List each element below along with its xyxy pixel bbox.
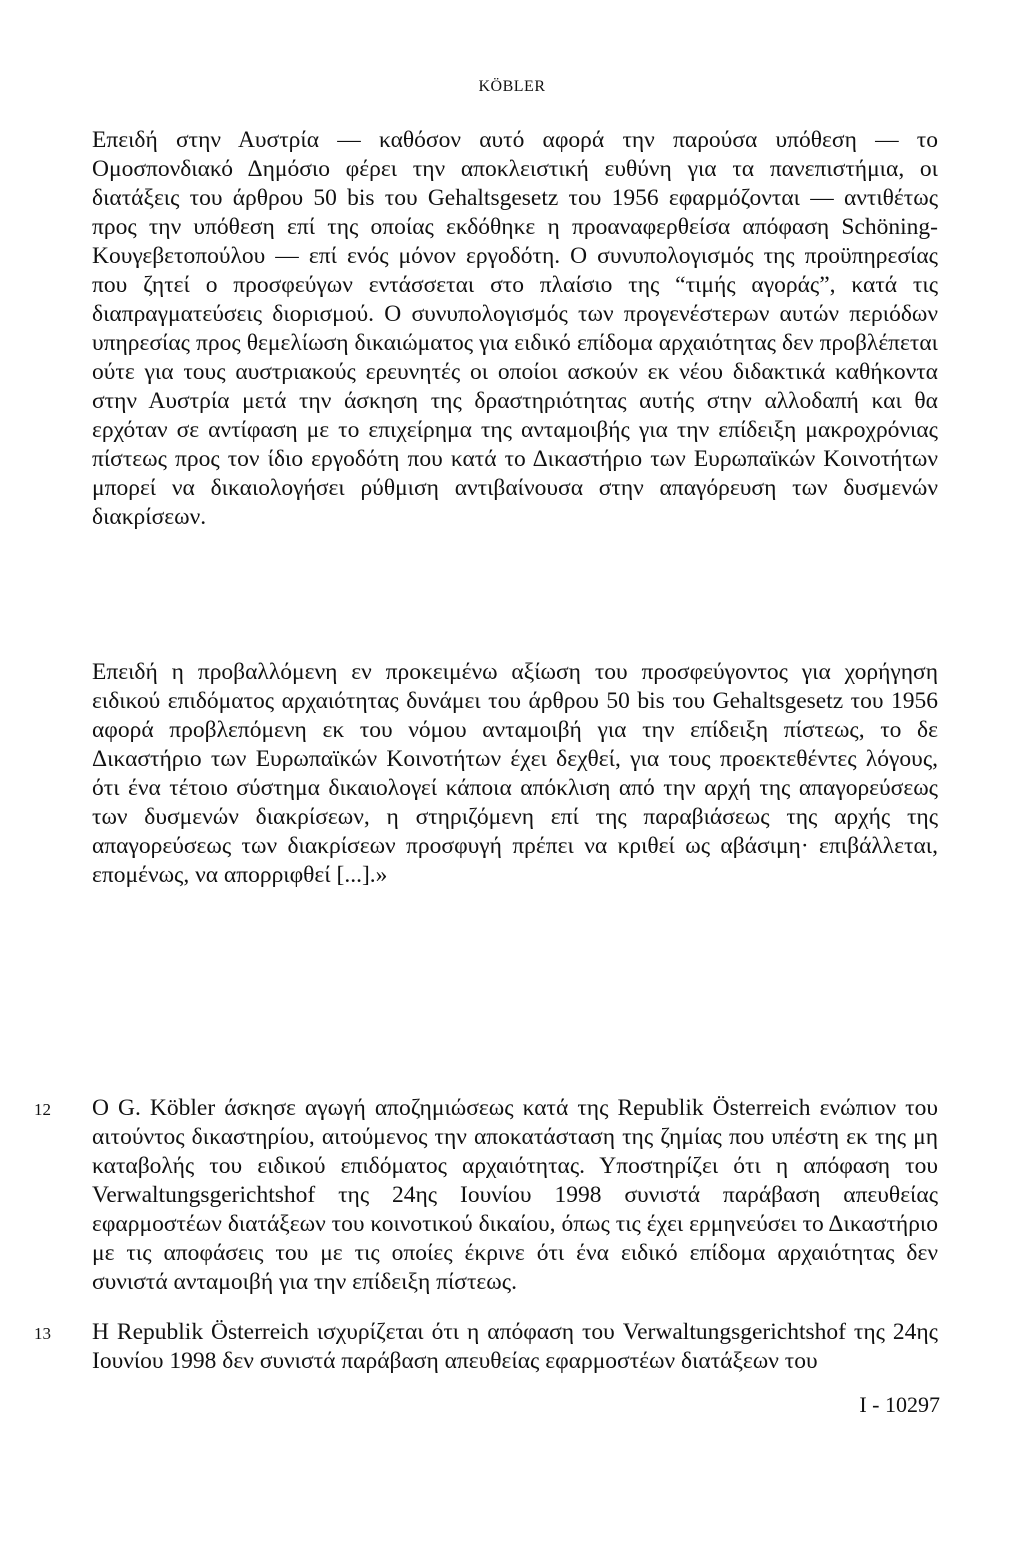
paragraph-number-12: 12 [34, 1100, 51, 1119]
paragraph-13: Η Republik Österreich ισχυρίζεται ότι η απόφαση του Verwaltungsgerichtshof της 24ης Ιουνίου 1998 δεν συνιστά παράβαση απευθείας εφαρμοστέων διατάξεων του [92, 1319, 938, 1374]
paragraph-2: Επειδή η προβαλλόμενη εν προκειμένω αξίωση του προσφεύγοντος για χορήγηση ειδικού επιδόματος αρχαιότητας δυνάμει του άρθρου 50 bis του Gehaltsgesetz του 1956 αφορά προβλεπόμενη εκ του νόμου ανταμοιβή για την επίδειξη πίστεως, το δε Δικαστήριο των Ευρωπαϊκών Κοινοτήτων έχει δεχθεί, για τους προεκτεθέντες λόγους, ότι ένα τέτοιο σύστημα δικαιολογεί κάποια απόκλιση από την αρχή της απαγορεύσεως των δυσμενών διακρίσεων, η στηριζόμενη επί της παραβιάσεως της αρχής της απαγορεύσεως των διακρίσεων προσφυγή πρέπει να κριθεί ως αβάσιμη· επιβάλλεται, επομένως, να απορριφθεί [...].» [92, 659, 938, 888]
paragraph-12: Ο G. Köbler άσκησε αγωγή αποζημιώσεως κατά της Republik Österreich ενώπιον του αιτούντος δικαστηρίου, αιτούμενος την αποκατάσταση της ζημίας που υπέστη εκ της μη καταβολής του ειδικού επιδόματος αρχαιότητας. Υποστηρίζει ότι η απόφαση του Verwaltungsgerichtshof της 24ης Ιουνίου 1998 συνιστά παράβαση απευθείας εφαρμοστέων διατάξεων του κοινοτικού δικαίου, όπως τις έχει ερμηνεύσει το Δικαστήριο με τις αποφάσεις του με τις οποίες έκρινε ότι ένα ειδικό επίδομα αρχαιότητας δεν συνιστά ανταμοιβή για την επίδειξη πίστεως. [92, 1095, 938, 1295]
paragraph-number-13: 13 [34, 1324, 51, 1343]
page-number: I - 10297 [859, 1392, 940, 1417]
running-header: KÖBLER [478, 78, 546, 95]
paragraph-1: Επειδή στην Αυστρία — καθόσον αυτό αφορά την παρούσα υπόθεση — το Ομοσπονδιακό Δημόσιο φέρει την αποκλειστική ευθύνη για τα πανεπιστήμια, οι διατάξεις του άρθρου 50 bis του Gehaltsgesetz του 1956 εφαρμόζονται — αντιθέτως προς την υπόθεση επί της οποίας εκδόθηκε η προαναφερθείσα απόφαση Schöning-Κουγεβετοπούλου — επί ενός μόνον εργοδότη. Ο συνυπολογισμός της προϋπηρεσίας που ζητεί ο προσφεύγων εντάσσεται στο πλαίσιο της “τιμής αγοράς”, κατά τις διαπραγματεύσεις διορισμού. Ο συνυπολογισμός των προγενέστερων αυτών περιόδων υπηρεσίας προς θεμελίωση δικαιώματος για ειδικό επίδομα αρχαιότητας δεν προβλέπεται ούτε για τους αυστριακούς ερευνητές οι οποίοι ασκούν εκ νέου διδακτικά καθήκοντα στην Αυστρία μετά την άσκηση της δραστηριότητας αυτής στην αλλοδαπή και θα ερχόταν σε αντίφαση με το επιχείρημα της ανταμοιβής για την επίδειξη μακροχρόνιας πίστεως προς τον ίδιο εργοδότη που κατά το Δικαστήριο των Ευρωπαϊκών Κοινοτήτων μπορεί να δικαιολογήσει ρύθμιση αντιβαίνουσα στην απαγόρευση των δυσμενών διακρίσεων. [92, 127, 938, 530]
